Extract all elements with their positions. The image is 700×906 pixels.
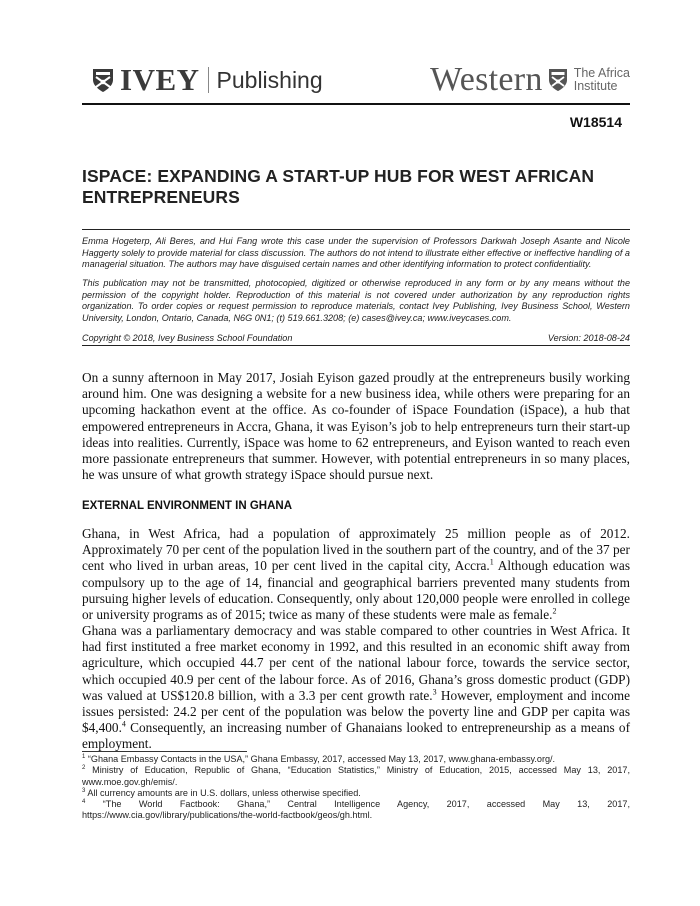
footnote-3: $^3$ All currency amounts are in U.S. dollars, unless otherwise specified. <box>82 787 361 798</box>
version-text: Version: 2018-08-24 <box>547 333 630 343</box>
section-heading: EXTERNAL ENVIRONMENT IN GHANA <box>82 500 292 512</box>
copyright-row <box>82 333 630 343</box>
footnote-2: $^2$ Ministry of Education, Republic of Ghana, “Education Statistics,” Ministry of Education, 2015, accessed May 13, 2017, www.moe.gov.gh/emis/. <box>82 765 630 787</box>
copyright-text: Copyright © 2018, Ivey Business School Foundation <box>82 333 293 343</box>
copyright-divider <box>82 345 630 346</box>
logo-divider <box>208 67 209 93</box>
footnote-4-url[interactable]: https://www.cia.gov/library/publications/the-world-factbook/geos/gh.html. <box>82 810 373 821</box>
publishing-label: Publishing <box>216 67 323 93</box>
western-africa-institute-logo <box>430 62 630 98</box>
footnote-1: $^1$ “Ghana Embassy Contacts in the USA,” Ghana Embassy, 2017, accessed May 13, 2017, www.ghana-embassy.org/. <box>82 753 556 764</box>
permission-note: This publication may not be transmitted, photocopied, digitized or otherwise reproduced in any form or by any means without the permission of the copyright holder. Reproduction of this material is not covered under authorization by any reproduction rights organization. To order copies or request permission to reproduce materials, contact Ivey Publishing, Ivey Business School, Western University, London, Ontario, Canada, N6G 0N1; (t) 519.661.3208; (e) cases@ivey.ca; www.iveycases.com. <box>82 278 630 323</box>
footnotes <box>82 754 630 822</box>
title-divider <box>82 229 630 230</box>
western-brand: Western <box>430 61 543 98</box>
section-paragraph-1: Ghana, in West Africa, had a population of approximately 25 million people as of 2012. Approximately 70 per cent of the population lived in the southern part of the country, and of the 37 per cent who lived in urban areas, 10 per cent lived in the capital city, Accra.$^1$ Although education was compulsory up to the age of 14, financial and geographical barriers prevented many students from pursuing higher levels of education. Consequently, only about 120,000 people were enrolled in college or university programs as of 2015; twice as many of these students were male as female.$^2$ <box>82 526 630 623</box>
western-shield-icon <box>548 68 568 92</box>
ivey-brand: IVEY <box>120 62 200 97</box>
footnote-4: $^4$ “The World Factbook: Ghana,” Central Intelligence Agency, 2017, accessed May 13, 2017, <box>82 799 630 810</box>
case-title: ISPACE: EXPANDING A START-UP HUB FOR WEST AFRICAN ENTREPRENEURS <box>82 166 595 207</box>
footnote-ref-3[interactable]: 3 <box>432 687 437 697</box>
footnote-divider <box>82 751 247 752</box>
section-paragraph-2: Ghana was a parliamentary democracy and was stable compared to other countries in West Africa. It had first instituted a free market economy in 1992, and this resulted in an economic shift away from agriculture, which occupied 44.7 per cent of the national labour force, towards the service sector, which occupied 40.9 per cent of the labour force. As of 2016, Ghana’s gross domestic product (GDP) was valued at US$120.8 billion, with a 3.3 per cent growth rate.$^3$ However, employment and income issues persisted: 24.2 per cent of the population was below the poverty line and GDP per capita was $4,400.$^4$ Consequently, an increasing number of Ghanaians looked to entrepreneurship as a means of employment. <box>82 623 630 752</box>
africa-institute-label: The Africa Institute <box>573 66 630 93</box>
ivey-shield-icon <box>92 67 114 93</box>
footnote-ref-2[interactable]: 2 <box>552 606 557 616</box>
case-number: W18514 <box>569 114 622 130</box>
footnote-ref-4[interactable]: 4 <box>121 719 126 729</box>
intro-paragraph: On a sunny afternoon in May 2017, Josiah Eyison gazed proudly at the entrepreneurs busily working around him. One was designing a website for a new business idea, while others were preparing for an upcoming hackathon event at the office. As co-founder of iSpace Foundation (iSpace), a hub that empowered entrepreneurs in Accra, Ghana, it was Eyison’s job to help entrepreneurs turn their start-up ideas into realities. Currently, iSpace was home to 62 entrepreneurs, and Eyison wanted to reach even more passionate entrepreneurs that summer. However, with potential entrepreneurs in so many places, he was unsure of what growth strategy iSpace should pursue next. <box>82 370 630 483</box>
page-header <box>82 62 630 102</box>
authorship-note: Emma Hogeterp, Ali Beres, and Hui Fang wrote this case under the supervision of Professors Darkwah Joseph Asante and Nicole Haggerty solely to provide material for class discussion. The authors do not intend to illustrate either effective or ineffective handling of a managerial situation. The authors may have disguised certain names and other identifying information to protect confidentiality. <box>82 236 630 270</box>
footnote-ref-1[interactable]: 1 <box>489 557 494 567</box>
header-divider <box>82 103 630 105</box>
ivey-publishing-logo <box>92 64 323 96</box>
